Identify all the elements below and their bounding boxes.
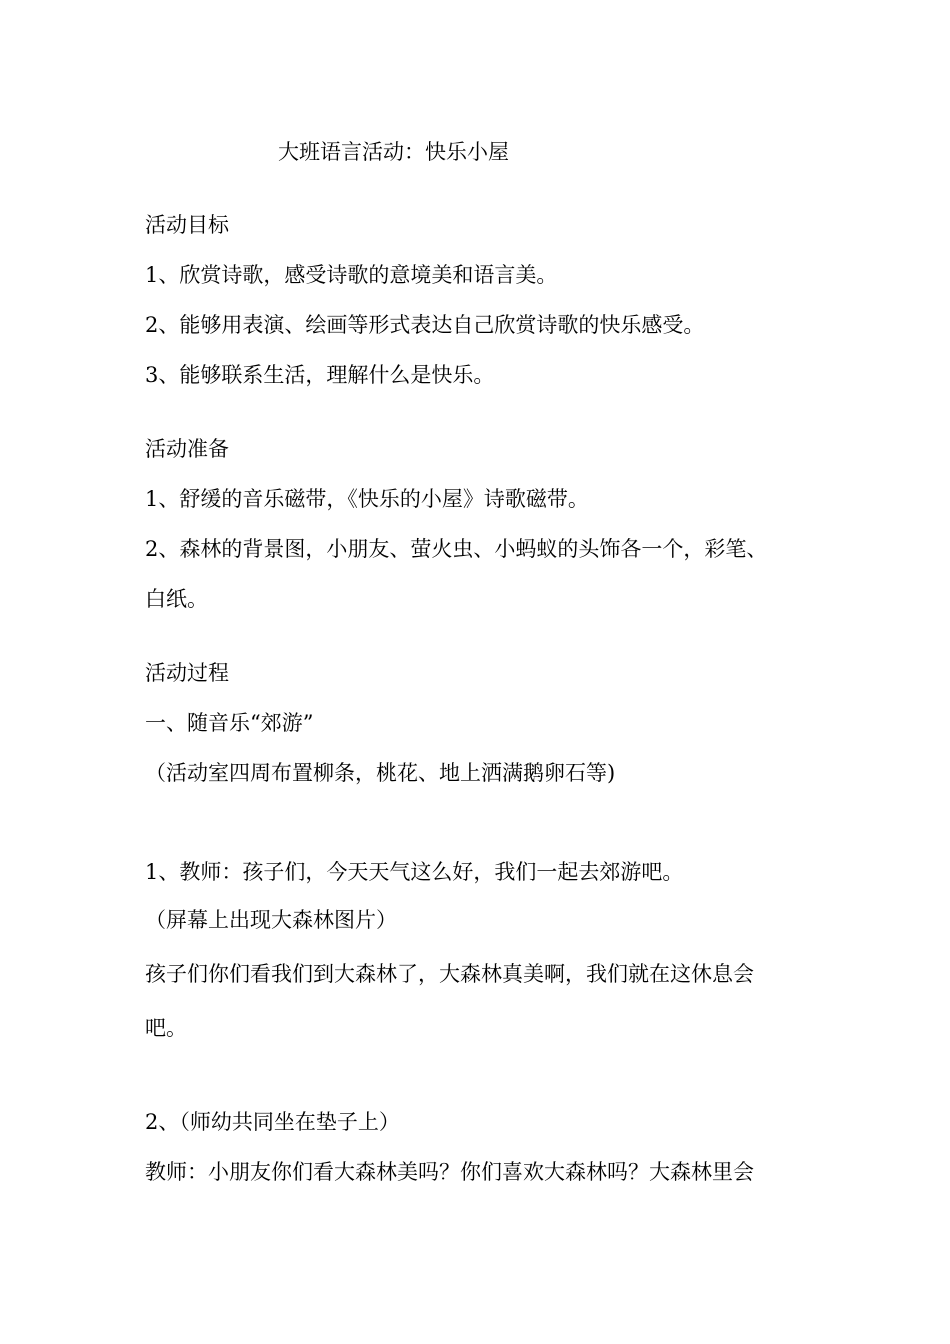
process-note: （活动室四周布置柳条，桃花、地上洒满鹅卵石等) (145, 761, 616, 785)
preparation-heading: 活动准备 (145, 437, 229, 461)
preparation-item: 1、舒缓的音乐磁带，《快乐的小屋》诗歌磁带。 (145, 487, 589, 511)
process-paragraph-continued: 吧。 (145, 1016, 187, 1040)
process-heading: 活动过程 (145, 661, 229, 685)
process-note: （屏幕上出现大森林图片） (145, 908, 397, 932)
goals-item: 1、欣赏诗歌，感受诗歌的意境美和语言美。 (145, 263, 558, 287)
goals-item: 2、能够用表演、绘画等形式表达自己欣赏诗歌的快乐感受。 (145, 313, 705, 337)
process-step-heading: 一、随音乐“郊游” (145, 711, 314, 735)
process-step: 2、（师幼共同坐在垫子上） (145, 1110, 400, 1134)
process-paragraph: 教师：小朋友你们看大森林美吗？你们喜欢大森林吗？大森林里会 (145, 1160, 754, 1184)
goals-heading: 活动目标 (145, 213, 229, 237)
document-title: 大班语言活动：快乐小屋 (278, 140, 509, 164)
preparation-item-continued: 白纸。 (145, 587, 208, 611)
process-paragraph: 1、教师：孩子们，今天天气这么好，我们一起去郊游吧。 (145, 860, 684, 884)
process-paragraph: 孩子们你们看我们到大森林了，大森林真美啊，我们就在这休息会 (145, 962, 754, 986)
preparation-item: 2、森林的背景图，小朋友、萤火虫、小蚂蚁的头饰各一个，彩笔、 (145, 537, 768, 561)
goals-item: 3、能够联系生活，理解什么是快乐。 (145, 363, 495, 387)
